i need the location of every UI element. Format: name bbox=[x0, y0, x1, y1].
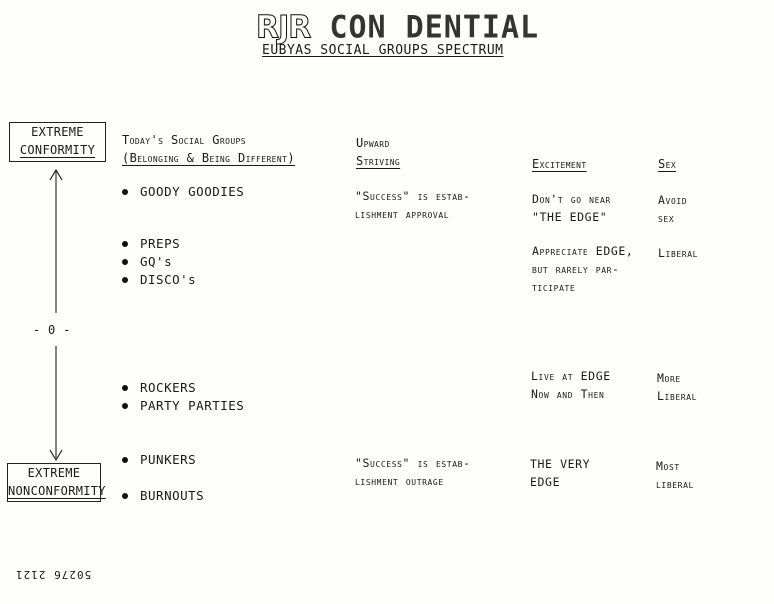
group-name: PUNKERS bbox=[140, 452, 197, 467]
excitement-header: Excitement bbox=[532, 157, 587, 171]
excitement-cell bbox=[531, 367, 611, 403]
upward-cell bbox=[355, 187, 471, 223]
box-label-line2: NONCONFORMITY bbox=[8, 484, 106, 498]
cell-line: lishment outrage bbox=[355, 474, 444, 488]
bullet-icon bbox=[122, 259, 128, 265]
upward-header bbox=[356, 134, 400, 170]
bullet-icon bbox=[122, 277, 128, 283]
group-name: DISCO's bbox=[140, 272, 197, 287]
extreme-conformity-box bbox=[9, 122, 106, 162]
stamp-text: CON DENTIAL bbox=[329, 9, 540, 46]
upward-header-line1: Upward bbox=[356, 136, 390, 150]
cell-line: Now and Then bbox=[531, 387, 605, 401]
rjr-logo: RJR bbox=[256, 9, 311, 46]
document-number: 50276 2121 bbox=[15, 568, 92, 581]
cell-line: Liberal bbox=[657, 389, 698, 403]
cell-line: "Success" is estab- bbox=[355, 456, 471, 470]
group-name: GOODY GOODIES bbox=[140, 184, 245, 199]
bullet-icon bbox=[122, 385, 128, 391]
bullet-icon bbox=[122, 189, 128, 195]
list-item bbox=[122, 271, 196, 289]
cell-line: "Success" is estab- bbox=[355, 189, 471, 203]
groups-header-line2: (Belonging & Being Different) bbox=[122, 151, 295, 165]
cell-line: Liberal bbox=[658, 246, 699, 260]
extreme-nonconformity-box bbox=[7, 463, 106, 502]
bullet-icon bbox=[122, 457, 128, 463]
bullet-icon bbox=[122, 241, 128, 247]
sex-cell bbox=[658, 191, 687, 227]
spectrum-arrow bbox=[44, 168, 68, 464]
cell-line: More bbox=[657, 371, 681, 385]
bullet-icon bbox=[122, 403, 128, 409]
group-name: PARTY PARTIES bbox=[140, 398, 245, 413]
list-item bbox=[122, 487, 204, 505]
excitement-cell bbox=[532, 190, 611, 226]
sex-cell bbox=[658, 244, 698, 262]
box-label-line1: EXTREME bbox=[27, 466, 81, 480]
upward-header-line2: Striving bbox=[356, 154, 401, 168]
excitement-cell bbox=[532, 242, 633, 296]
group-name: BURNOUTS bbox=[140, 488, 205, 503]
cell-line: THE VERY bbox=[530, 457, 591, 471]
group-name: ROCKERS bbox=[140, 380, 197, 395]
box-label-line2: CONFORMITY bbox=[19, 143, 96, 157]
group-name: GQ's bbox=[140, 254, 173, 269]
groups-header bbox=[122, 131, 295, 167]
list-item bbox=[122, 235, 180, 253]
cell-line: liberal bbox=[656, 477, 694, 491]
cell-line: Avoid bbox=[658, 193, 688, 207]
groups-header-line1: Today's Social Groups bbox=[122, 133, 246, 147]
cell-line: sex bbox=[658, 211, 675, 225]
cell-line: EDGE bbox=[530, 475, 561, 489]
sex-header: Sex bbox=[658, 157, 677, 171]
list-item bbox=[122, 253, 172, 271]
cell-line: Don't go near bbox=[532, 192, 611, 206]
upward-cell bbox=[355, 454, 471, 490]
bullet-icon bbox=[122, 493, 128, 499]
list-item bbox=[122, 451, 196, 469]
cell-line: Most bbox=[656, 459, 680, 473]
sex-cell bbox=[656, 457, 694, 493]
list-item bbox=[122, 397, 244, 415]
cell-line: "THE EDGE" bbox=[532, 210, 608, 224]
excitement-cell bbox=[530, 455, 590, 491]
document-title: EUBYAS SOCIAL GROUPS SPECTRUM bbox=[262, 43, 504, 58]
list-item bbox=[122, 379, 196, 397]
sex-cell bbox=[657, 369, 697, 405]
group-name: PREPS bbox=[140, 236, 181, 251]
cell-line: but rarely par- bbox=[532, 262, 620, 276]
box-label-line1: EXTREME bbox=[31, 125, 84, 139]
cell-line: lishment approval bbox=[355, 207, 450, 221]
cell-line: ticipate bbox=[532, 280, 576, 294]
neutral-marker: - 0 - bbox=[33, 323, 71, 337]
cell-line: Live at EDGE bbox=[531, 369, 611, 383]
cell-line: Appreciate EDGE, bbox=[532, 244, 634, 258]
list-item bbox=[122, 183, 244, 201]
confidential-stamp bbox=[256, 9, 539, 46]
